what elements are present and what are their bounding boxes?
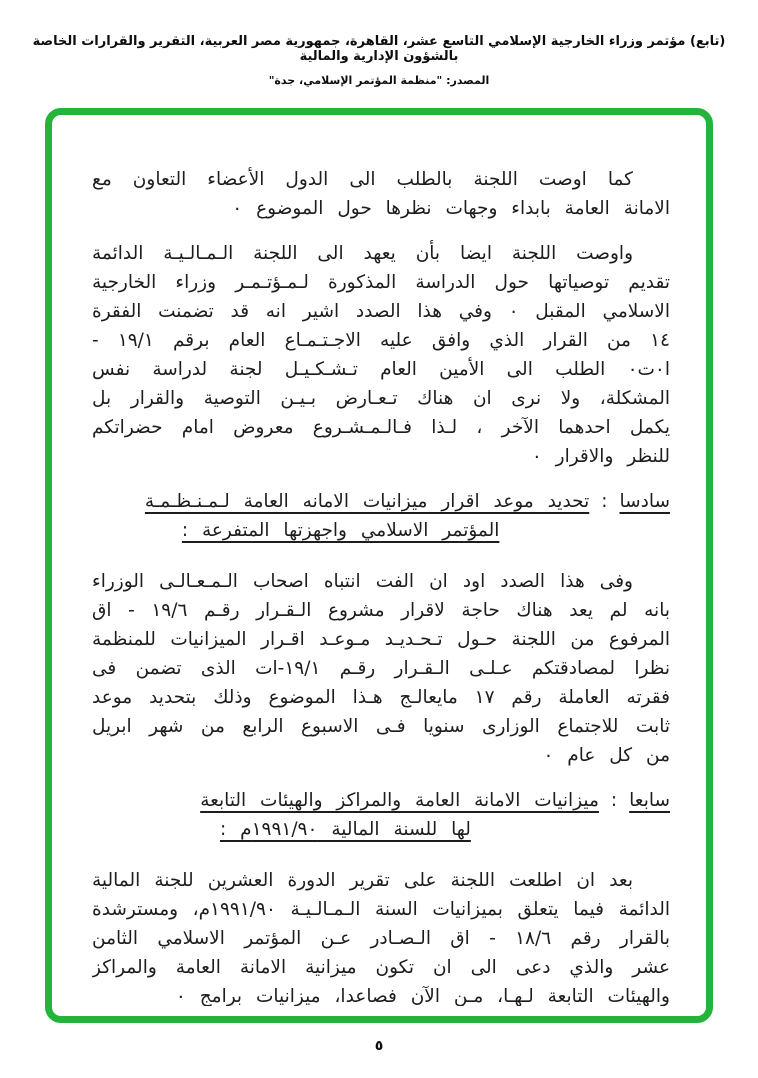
header-title: (تابع) مؤتمر وزراء الخارجية الإسلامي التاسع عشر، القاهرة، جمهورية مصر العربية، التقرير والقرارات الخاصة بالشؤون الإدارية والمالية	[32, 34, 726, 64]
paragraph-recommendation-member-states: كما اوصت اللجنة بالطلب الى الدول الأعضاء التعاون مع الامانة العامة بابداء وجهات نظرها حول الموضوع ٠	[92, 169, 670, 219]
header-source: المصدر: "منظمة المؤتمر الإسلامي، جدة"	[268, 74, 490, 87]
section-six-colon: :	[601, 491, 608, 512]
page-number: ٥	[374, 1038, 384, 1054]
paragraph-standing-finance-committee: واوصت اللجنة ايضا بأن يعهد الى اللجنة الـمـالـيـة الدائمة تقديم توصياتها حول الدراسة المذكورة لـمـؤتـمـر وزراء الخارجية الاسلامي المقبل ٠ وفي هذا الصدد اشير انه قد تضمنت الفقرة ١٤ من القرار الذي وافق عليه الاجـتـمـاع العام برقم ١٩/١ - ا٠ت٠ الطلب الى الأمين العام تـشـكـيـل لجنة لدراسة نفس المشكلة، ولا نرى ان هناك تـعـارض بـيـن التوصية والقرار بل يكمل احدهما الآخر ، لـذا فـالـمـشـروع معروض امام حضراتكم للنظر والاقرار ٠	[92, 243, 670, 467]
green-border-frame	[45, 108, 713, 1023]
section-six-title-line-2: المؤتمر الاسلامي واجهزتها المتفرعة :	[181, 520, 500, 541]
section-seven-colon: :	[610, 790, 618, 811]
section-six-title-line-1: تحديد موعد اقرار ميزانيات الامانه العامة لـمـنـظـمـة	[144, 491, 590, 512]
document-header	[20, 34, 738, 87]
document-body	[92, 165, 670, 1006]
section-seven-title-line-1: ميزانيات الامانة العامة والمراكز والهيئات التابعة	[200, 790, 599, 811]
section-seven-title-line-2: لها للسنة المالية ١٩٩١/٩٠م :	[220, 819, 471, 840]
section-six-label: سادسا	[619, 491, 670, 512]
section-seven-heading	[92, 786, 670, 844]
section-seven-title	[92, 786, 599, 844]
section-six-heading	[92, 487, 670, 545]
section-seven-label: سابعا	[629, 790, 670, 811]
paragraph-budget-approval-date: وفى هذا الصدد اود ان الفت انتباه اصحاب الـمـعـالـى الوزراء بانه لم يعد هناك حاجة لاقرار مشروع الـقـرار رقـم ١٩/٦ - اق المرفوع من اللجنة حـول تـحـديـد مـوعـد اقـرار الميزانيات للمنظمة نظرا لمصادقتكم عـلـى الـقـرار رقـم ١٩/١-ات الذى تضمن فى فقرته العاملة رقم ١٧ مايعالـج هـذا الموضوع وذلك بتحديد موعد ثابت للاجتماع الوزارى سنويا فـى الاسبوع الرابع من شهر ابريل من كل عام ٠	[92, 571, 670, 766]
paragraph-fiscal-year-budgets: بعد ان اطلعت اللجنة على تقرير الدورة العشرين للجنة المالية الدائمة فيما يتعلق بميزانيات السنة الـمـالـيـة ١٩٩١/٩٠م، ومسترشدة بالقرار رقم ١٨/٦ - اق الـصـادر عـن المؤتمر الاسلامي الثامن عشر والذي دعى الى ان تكون ميزانية الامانة العامة والمراكز والهيئات التابعة لـهـا، مـن الآن فصاعدا، ميزانيات برامج ٠	[92, 870, 670, 1006]
section-six-title	[92, 487, 589, 545]
